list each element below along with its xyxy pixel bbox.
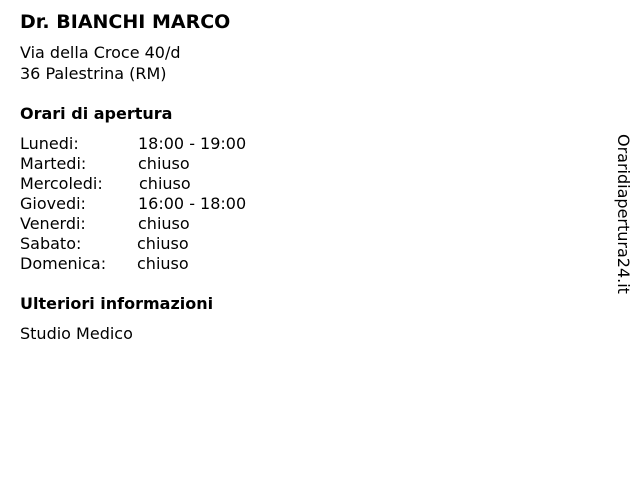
site-watermark: Oraridiapertura24.it (614, 134, 633, 294)
day-label: Martedi: (20, 154, 87, 173)
hours-row-lunedi (20, 134, 320, 154)
more-info-heading: Ulteriori informazioni (20, 294, 214, 313)
hours-row-venerdi (20, 214, 320, 234)
day-hours: chiuso (138, 214, 190, 233)
address-line-street: Via della Croce 40/d (20, 43, 181, 62)
day-label: Venerdi: (20, 214, 86, 233)
day-label: Giovedi: (20, 194, 86, 213)
day-label: Domenica: (20, 254, 107, 273)
day-hours: 16:00 - 18:00 (138, 194, 247, 213)
day-hours: chiuso (137, 254, 189, 273)
day-hours: chiuso (138, 154, 190, 173)
day-label: Lunedi: (20, 134, 79, 153)
day-hours: 18:00 - 19:00 (138, 134, 247, 153)
hours-row-domenica (20, 254, 320, 274)
hours-row-giovedi (20, 194, 320, 214)
page-title: Dr. BIANCHI MARCO (20, 11, 231, 33)
day-label: Mercoledi: (20, 174, 103, 193)
day-hours: chiuso (137, 234, 189, 253)
address-line-city: 36 Palestrina (RM) (20, 64, 167, 83)
day-hours: chiuso (139, 174, 191, 193)
more-info-text: Studio Medico (20, 324, 133, 343)
hours-row-martedi (20, 154, 320, 174)
hours-row-sabato (20, 234, 320, 254)
day-label: Sabato: (20, 234, 82, 253)
opening-hours-table (20, 134, 320, 274)
hours-row-mercoledi (20, 174, 320, 194)
opening-hours-heading: Orari di apertura (20, 104, 173, 123)
